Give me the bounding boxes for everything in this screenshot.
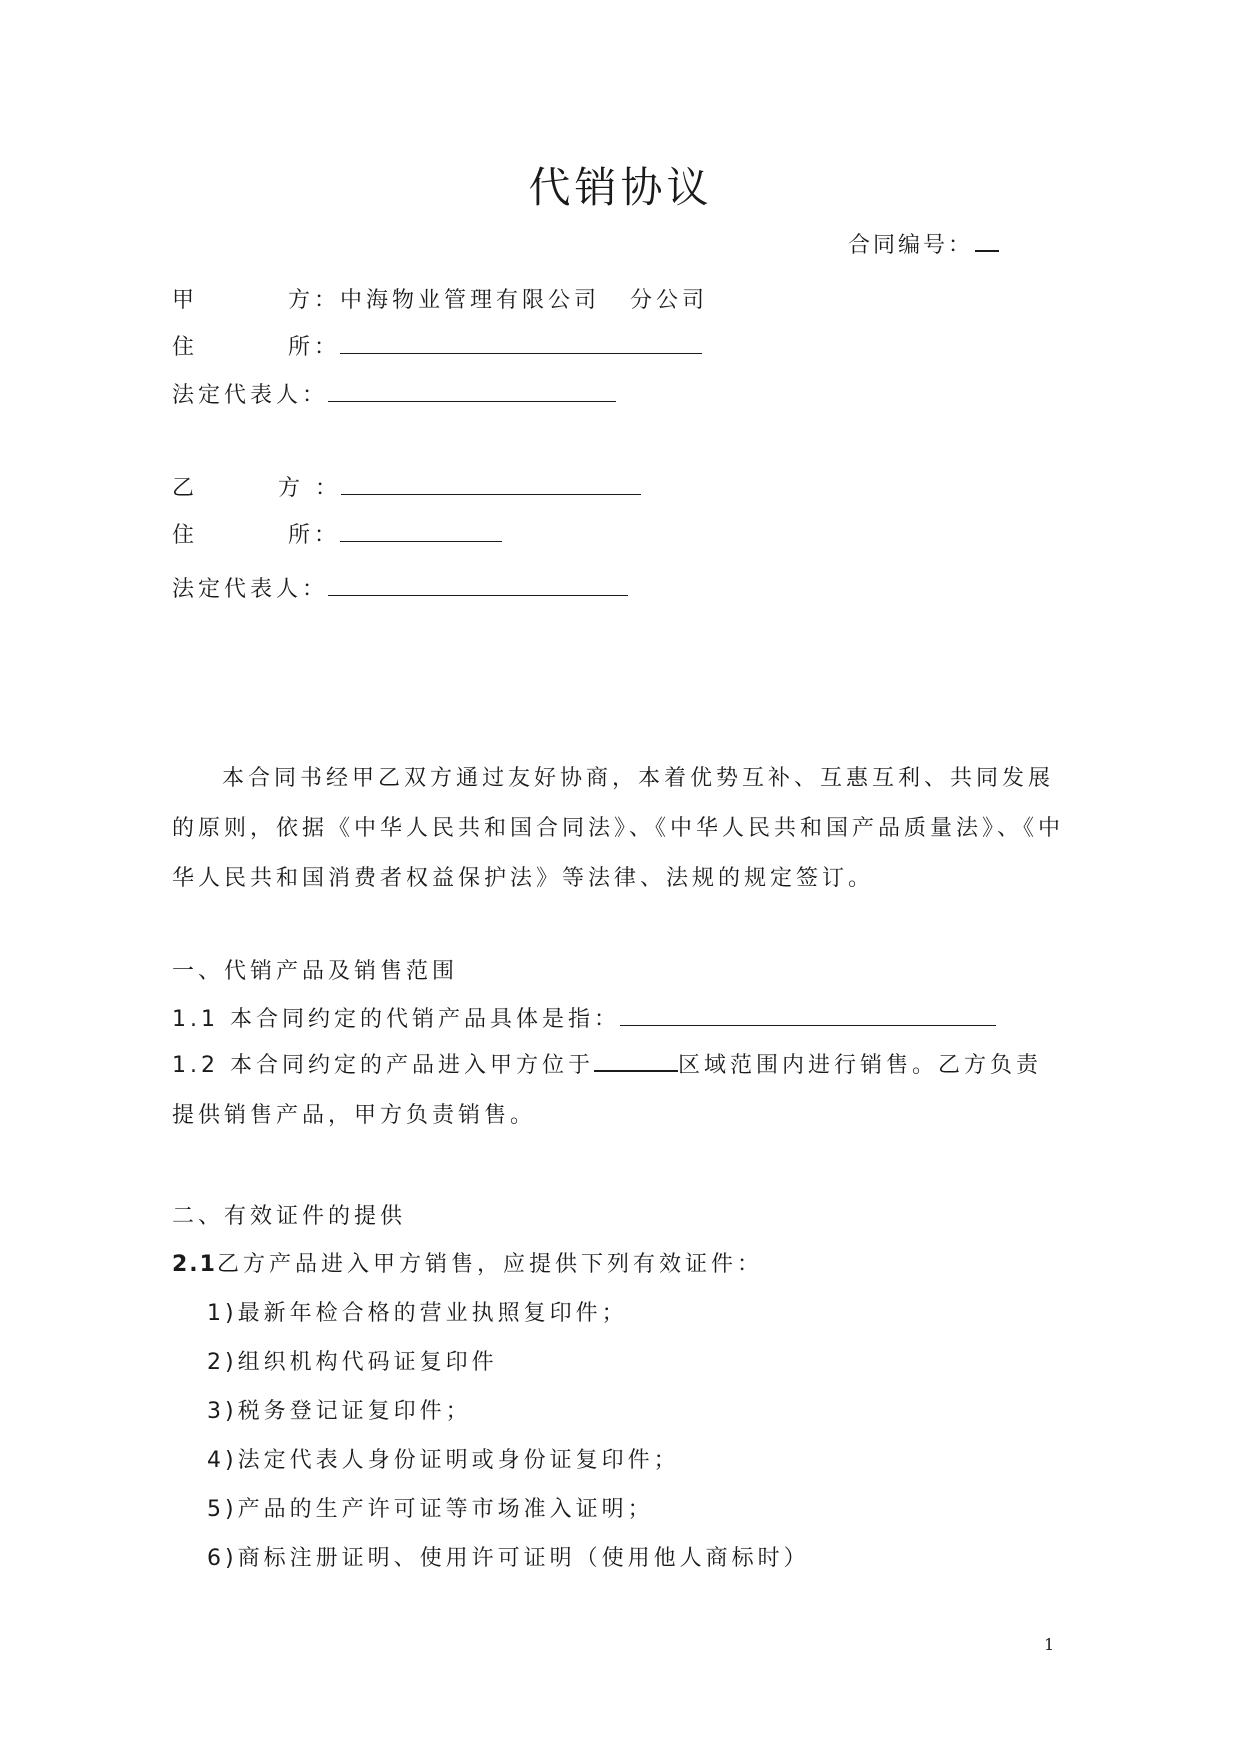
page-number: 1 [1044, 1635, 1055, 1654]
party-b-address-label-1: 住 [172, 523, 199, 548]
party-a-line [172, 283, 708, 314]
party-b-rep-label: 法定代表人： [172, 577, 329, 602]
item-1-2 [172, 1041, 1065, 1141]
section1-heading: 一、代销产品及销售范围 [172, 959, 459, 984]
item-1-1 [172, 1002, 996, 1033]
party-a-rep-label: 法定代表人： [172, 383, 329, 408]
party-a-rep-field[interactable] [328, 379, 616, 402]
item-1-1-field[interactable] [620, 1003, 996, 1026]
item-1-2-text-before: 1.2 本合同约定的产品进入甲方位于 [172, 1053, 594, 1078]
party-a-label-1: 甲 [172, 288, 199, 313]
item-1-1-text: 1.1 本合同约定的代销产品具体是指： [172, 1007, 620, 1032]
preamble-text: 本合同书经甲乙双方通过友好协商，本着优势互补、互惠互利、共同发展的原则，依据《中华人民共和国合同法》、《中华人民共和国产品质量法》、《中华人民共和国消费者权益保护法》等法律、法规的规定签订。 [172, 766, 1065, 891]
item-1-2-region-field[interactable] [594, 1048, 678, 1072]
party-b-address-line [172, 518, 502, 549]
document-title: 代销协议 [528, 163, 713, 212]
party-a-branch: 分公司 [630, 288, 709, 313]
item-2-1-number: 2.1 [172, 1252, 217, 1277]
party-a-rep-line [172, 378, 616, 409]
doc-item-2: 2)组织机构代码证复印件 [207, 1350, 498, 1375]
party-b-name-field[interactable] [341, 472, 641, 495]
doc-item-5: 5)产品的生产许可证等市场准入证明； [207, 1497, 654, 1522]
party-a-name: 中海物业管理有限公司 [340, 288, 601, 313]
party-b-address-field[interactable] [340, 519, 502, 542]
party-b-address-label-2: 所： [288, 523, 341, 548]
party-b-rep-field[interactable] [328, 573, 628, 596]
party-b-rep-line [172, 572, 628, 603]
contract-number-label: 合同编号： [848, 233, 974, 258]
doc-item-6: 6)商标注册证明、使用许可证明（使用他人商标时） [207, 1546, 810, 1571]
party-a-address-field[interactable] [340, 331, 702, 354]
party-a-address-line [172, 330, 702, 361]
party-b-line [172, 471, 641, 502]
party-b-label-2: 方 ： [278, 476, 342, 501]
item-1-2-text-after: 区域范围内进行销售。乙方负责提供销售产品，甲方负责销售。 [172, 1053, 1042, 1128]
contract-number [848, 228, 999, 259]
party-a-address-label-2: 所： [288, 335, 341, 360]
contract-number-blank[interactable] [975, 230, 999, 252]
preamble-paragraph [172, 754, 1065, 904]
party-a-label-2: 方： [288, 288, 341, 313]
doc-item-3: 3)税务登记证复印件； [207, 1399, 472, 1424]
section2-heading: 二、有效证件的提供 [172, 1204, 407, 1229]
party-a-address-label-1: 住 [172, 335, 199, 360]
item-2-1 [172, 1247, 763, 1278]
party-b-label-1: 乙 [172, 476, 199, 501]
item-2-1-text: 乙方产品进入甲方销售，应提供下列有效证件： [216, 1252, 763, 1277]
doc-item-1: 1)最新年检合格的营业执照复印件； [207, 1301, 628, 1326]
doc-item-4: 4)法定代表人身份证明或身份证复印件； [207, 1448, 680, 1473]
